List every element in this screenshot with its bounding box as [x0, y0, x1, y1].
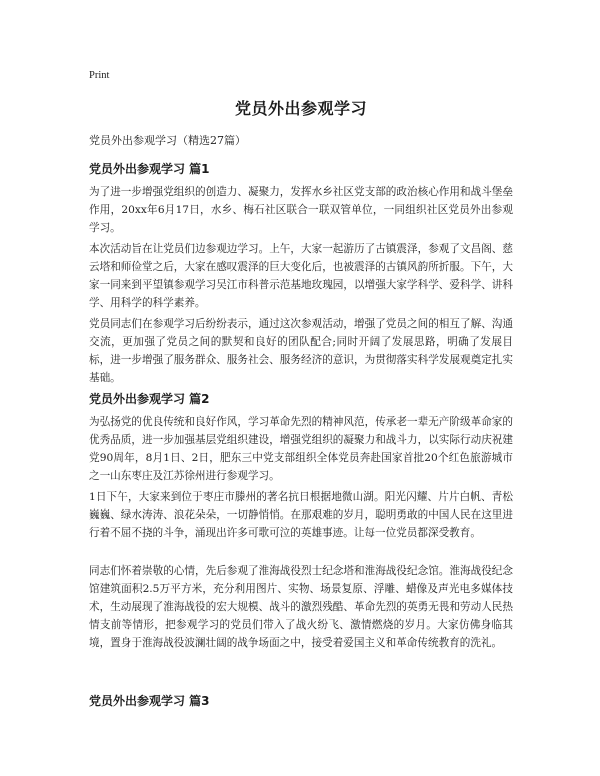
paragraph: 党员同志们在参观学习后纷纷表示，通过这次参观活动，增强了党员之间的相互了解、沟通交流，更加强了党员之间的默契和良好的团队配合;同时开阔了发展思路，明确了发展目标，进一步增强了服务群众、服务社会、服务经济的意识，为贯彻落实科学发展观奠定扎实基础。	[89, 318, 513, 384]
paragraph: 同志们怀着崇敬的心情，先后参观了淮海战役烈士纪念塔和淮海战役纪念馆。淮海战役纪念馆建筑面积2.5万平方米，充分利用图片、实物、场景复原、浮雕、蜡像及声光电多媒体技术，生动展现了淮海战役的宏大规模、战斗的激烈残酷、革命先烈的英勇无畏和劳动人民热情支前等情形，把参观学习的党员们带入了战火纷飞、激情燃烧的岁月。大家仿佛身临其境，置身于淮海战役波澜壮阔的战争场面之中，接受着爱国主义和革命传统教育的洗礼。	[89, 565, 513, 649]
paragraph: 1日下午，大家来到位于枣庄市滕州的著名抗日根据地微山湖。阳光闪耀、片片白帆、青松巍巍、绿水涛涛、浪花朵朵，一切静悄悄。在那艰难的岁月，聪明勇敢的中国人民在这里进行着不屈不挠的斗争，涌现出许多可歌可泣的英雄事迹。让每一位党员都深受教育。	[89, 491, 513, 539]
paragraph: 本次活动旨在让党员们边参观边学习。上午，大家一起游历了古镇震泽，参观了文昌阁、慈云塔和师俭堂之后，大家在感叹震泽的巨大变化后，也被震泽的古镇风韵所折服。下午，大家一同来到平望镇参观学习吴江市科普示范基地玫瑰园，以增强大家学科学、爱科学、讲科学、用科学的科学素养。	[89, 243, 513, 309]
paragraph: 为弘扬党的优良传统和良好作风，学习革命先烈的精神风范，传承老一辈无产阶级革命家的优秀品质，进一步加强基层党组织建设，增强党组织的凝聚力和战斗力，以实际行动庆祝建党90周年，8月1日、2日，肥东三中党支部组织全体党员奔赴国家首批20个红色旅游城市之一山东枣庄及江苏徐州进行参观学习。	[89, 416, 513, 482]
section-heading-1: 党员外出参观学习 篇1	[89, 162, 210, 176]
page-title: 党员外出参观学习	[234, 99, 367, 118]
paragraph: 为了进一步增强党组织的创造力、凝聚力，发挥水乡社区党支部的政治核心作用和战斗堡垒作用，20xx年6月17日，水乡、梅石社区联合一联双管单位，一同组织社区党员外出参观学习。	[89, 186, 513, 234]
section-heading-3: 党员外出参观学习 篇3	[89, 694, 210, 708]
document-subtitle: 党员外出参观学习（精选27篇）	[89, 134, 246, 147]
section-heading-2: 党员外出参观学习 篇2	[89, 392, 210, 406]
print-label[interactable]: Print	[89, 70, 110, 81]
